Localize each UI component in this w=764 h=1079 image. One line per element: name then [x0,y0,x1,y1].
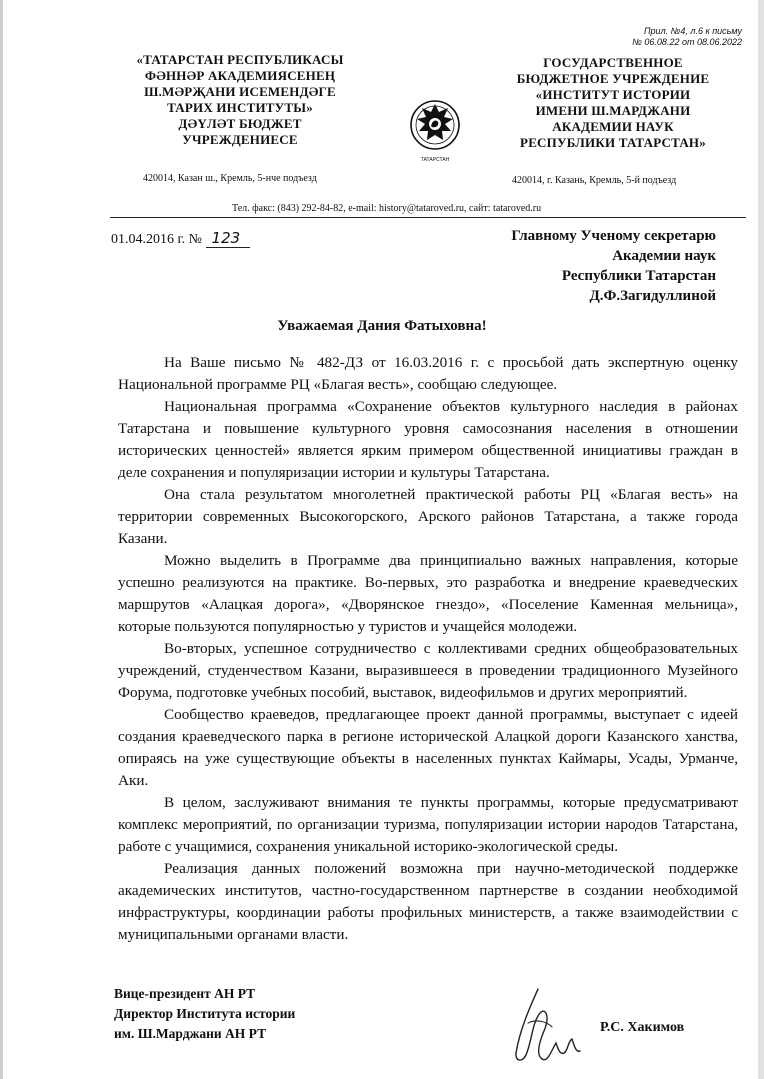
body-paragraph: Национальная программа «Сохранение объектов культурного наследия в районах Татарстана и повышение культурного уровня самосознания населения в отношении исторических ценностей» является ярким примером общественной инициативы граждан в деле сохранения и популяризации истории и культуры Татарстана. [118,398,738,481]
letterhead-russian [478,55,748,151]
scan-edge-left [0,0,3,1079]
body-paragraph: Реализация данных положений возможна при научно-методической поддержке академических институтов, частно-государственном партнерстве в создании необходимой инфраструктуры, координации работы профильных министерств, а также взаимодействии с муниципальными органами власти. [118,860,738,943]
letterhead-line: ИМЕНИ Ш.МАРДЖАНИ [535,103,691,118]
body-paragraph: Во-вторых, успешное сотрудничество с коллективами средних общеобразовательных учреждений, студенчеством Казани, выразившееся в проведении традиционного Музейного Форума, подготовке учебных пособий, выставок, видеофильмов и других мероприятий. [118,640,738,701]
signatory-title [114,984,295,1044]
tatarstan-emblem-icon [408,95,462,169]
attachment-note-line: Прил. №4, л.6 к письму [644,26,742,36]
attachment-note [592,26,742,48]
address-tatar: 420014, Казан ш., Кремль, 5-нче подъезд [143,173,317,184]
letterhead-line: Ш.МӘРҖАНИ ИСЕМЕНДӘГЕ [144,84,336,99]
greeting: Уважаемая Дания Фатыховна! [277,318,487,334]
reference-date: 01.04.2016 г. № [111,232,203,247]
letterhead-divider [110,217,746,218]
body-paragraph: Она стала результатом многолетней практической работы РЦ «Благая весть» на территории современных Высокогорского, Арского районов Татарстана, а также города Казани. [118,486,738,547]
contact-line: Тел. факс: (843) 292-84-82, e-mail: history@tataroved.ru, сайт: tataroved.ru [232,203,542,214]
letterhead-line: ФӘННӘР АКАДЕМИЯСЕНЕҢ [144,68,336,83]
letterhead-line: «ИНСТИТУТ ИСТОРИИ [535,87,691,102]
letterhead-line: ГОСУДАРСТВЕННОЕ [543,55,683,70]
body-paragraph: Сообщество краеведов, предлагающее проект данной программы, выступает с идеей создания краеведческого парка в регионе исторической Алацкой дороги Казанского ханства, опираясь на уже существующие объекты в населенных пунктах Каймары, Усады, Урманче, Аки. [118,706,738,789]
addressee-line: Республики Татарстан [561,268,716,284]
scan-edge-right [758,0,764,1079]
body-paragraph: Можно выделить в Программе два принципиально важных направления, которые успешно реализуются на практике. Во-первых, это разработка и внедрение краеведческих маршрутов «Алацкая дорога», «Дворянское гнездо», «Поселение Каменная мельница», которые пользуются популярностью у туристов и учащейся молодежи. [118,552,738,635]
addressee-line: Д.Ф.Загидуллиной [589,288,716,304]
signatory-title-line: им. Ш.Марджани АН РТ [114,1026,267,1041]
attachment-note-line: № 06.08.22 от 08.06.2022 [632,37,742,47]
body-paragraph: В целом, заслуживают внимания те пункты программы, которые предусматривают комплекс мероприятий, по организации туризма, популяризации истории народов Татарстана, работе с учащимися, сохранения уникальной историко-экологической среды. [118,794,738,855]
handwritten-signature [506,983,586,1068]
addressee-line: Академии наук [612,248,716,264]
letterhead-line: «ТАТАРСТАН РЕСПУБЛИКАСЫ [136,52,344,67]
letter-body [118,352,738,946]
body-paragraph: На Ваше письмо № 482-ДЗ от 16.03.2016 г. с просьбой дать экспертную оценку Национальной программе РЦ «Благая весть», сообщаю следующее. [118,354,738,393]
letterhead-line: АКАДЕМИИ НАУК [552,119,674,134]
signatory-name: Р.С. Хакимов [600,1020,685,1035]
outgoing-reference [111,229,250,248]
emblem-caption: ТАТАРСТАН [420,157,450,163]
letterhead-line: РЕСПУБЛИКИ ТАТАРСТАН» [520,135,706,150]
letterhead-tatar [108,52,372,148]
letterhead-line: ДӘҮЛӘТ БЮДЖЕТ [178,116,302,131]
signatory-title-line: Директор Института истории [114,1006,296,1021]
addressee-block [511,226,716,306]
signatory-title-line: Вице-президент АН РТ [114,986,256,1001]
addressee-line: Главному Ученому секретарю [511,228,716,244]
letterhead-line: ТАРИХ ИНСТИТУТЫ» [167,100,313,115]
letterhead-line: УЧРЕЖДЕНИЕСЕ [182,132,298,147]
reference-number: 123 [206,229,251,248]
letterhead-line: БЮДЖЕТНОЕ УЧРЕЖДЕНИЕ [516,71,710,86]
address-russian: 420014, г. Казань, Кремль, 5-й подъезд [512,175,677,186]
